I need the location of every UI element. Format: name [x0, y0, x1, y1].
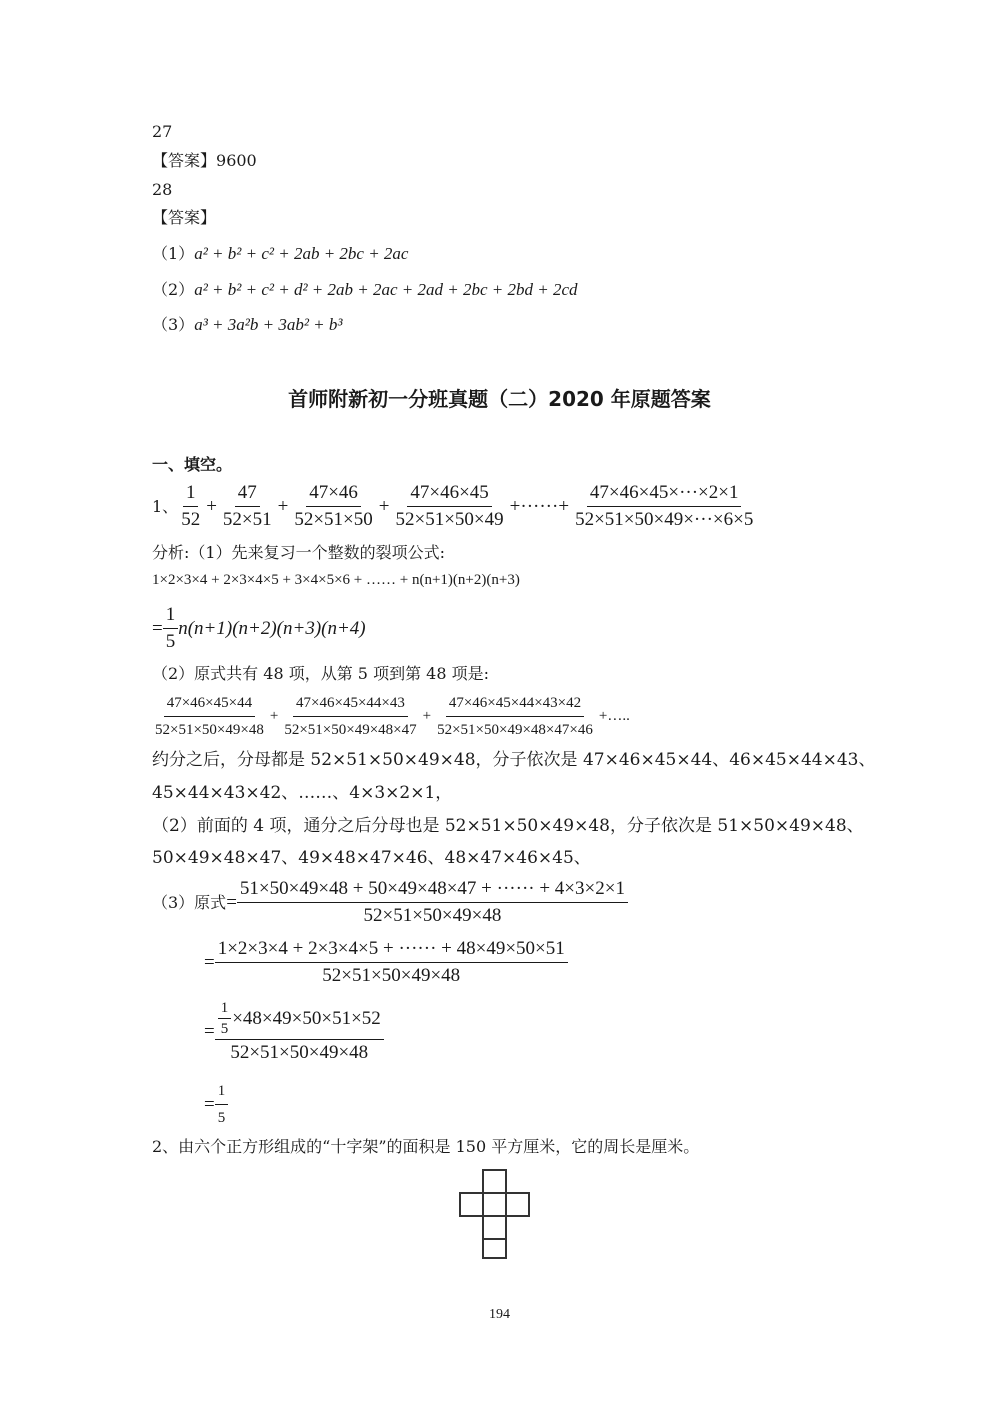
numerator: 47×46×45×44: [164, 692, 255, 717]
plus-sign: +: [277, 495, 289, 517]
ellipsis-sign: +······+: [509, 495, 570, 517]
step-3-fraction-a: [237, 878, 628, 927]
nested-one-fifth: [218, 1000, 232, 1037]
fraction-term-1: [178, 482, 203, 531]
numerator: 47×46×45×44×43: [293, 692, 408, 717]
numerator: 47×46×45: [407, 482, 491, 507]
cross-square-right: [506, 1193, 529, 1216]
cross-square-left: [460, 1193, 483, 1216]
numerator-product: ×48×49×50×51×52: [232, 1007, 381, 1029]
formula-rhs: n(n+1)(n+2)(n+3)(n+4): [178, 617, 366, 639]
denominator: 52×51: [222, 509, 272, 530]
denominator: 5: [220, 1021, 229, 1037]
q28-number: 28: [152, 180, 173, 199]
denominator: 52×51×50×49×48: [322, 965, 461, 986]
explanation-line-a: 约分之后，分母都是 52×51×50×49×48，分子依次是 47×46×45×44、46×45×44×43、: [152, 750, 876, 770]
numerator: 47×46: [306, 482, 361, 507]
numerator: 1: [218, 1000, 232, 1019]
denominator: 52×51×50×49: [395, 509, 504, 530]
equals-sign: =: [226, 891, 237, 913]
problem-2-text: 2、由六个正方形组成的“十字架”的面积是 150 平方厘米，它的周长是厘米。: [152, 1137, 700, 1156]
step-3-fraction-c: [215, 1000, 384, 1064]
cross-square-bottom: [483, 1239, 506, 1258]
cross-figure: [458, 1168, 534, 1260]
step-2-term-3: [434, 692, 596, 741]
telescoping-result: [152, 604, 366, 653]
problem-1-expression: [152, 482, 756, 531]
numerator: 47: [235, 482, 260, 507]
denominator: 52: [181, 509, 201, 530]
denominator: 52×51×50: [294, 509, 373, 530]
denominator: 5: [165, 631, 176, 652]
plus-sign: +: [269, 708, 279, 724]
cross-square-top: [483, 1170, 506, 1193]
denominator: 5: [217, 1110, 226, 1126]
item-expr: a³ + 3a²b + 3ab² + b³: [194, 315, 343, 334]
equals-sign: =: [204, 1021, 215, 1042]
step-3-line-1: [152, 878, 628, 927]
explanation-line-c: （2）前面的 4 项，通分之后分母也是 52×51×50×49×48，分子依次是 51×50×49×48、: [152, 816, 864, 836]
numerator: 47×46×45×44×43×42: [446, 692, 584, 717]
fraction-term-3: [291, 482, 375, 531]
step-3-line-4: [204, 1080, 228, 1129]
analysis-intro: 分析:（1）先来复习一个整数的裂项公式:: [152, 543, 445, 562]
q27-number: 27: [152, 122, 173, 141]
q28-answer-tag: 【答案】: [152, 208, 217, 227]
equals-sign: =: [204, 1093, 215, 1115]
numerator: [215, 1000, 384, 1040]
numerator: 1: [183, 482, 199, 507]
plus-sign: +: [378, 495, 390, 517]
explanation-line-d: 50×49×48×47、49×48×47×46、48×47×46×45、: [152, 848, 591, 868]
numerator: 47×46×45×···×2×1: [587, 482, 742, 507]
item-label: （2）: [152, 280, 195, 299]
q28-item-1: [152, 244, 408, 264]
step-3-line-3: [204, 1000, 384, 1064]
step-2-term-1: [152, 692, 267, 741]
cross-square-lower: [483, 1216, 506, 1239]
explanation-line-b: 45×44×43×42、……、4×3×2×1，: [152, 783, 453, 803]
numerator: 51×50×49×48 + 50×49×48×47 + ······ + 4×3×2×1: [237, 878, 628, 903]
fraction-term-5: [572, 482, 756, 531]
q27-answer: [152, 151, 257, 171]
item-expr: a² + b² + c² + d² + 2ab + 2ac + 2ad + 2bc + 2bd + 2cd: [194, 280, 578, 299]
cross-square-center: [483, 1193, 506, 1216]
denominator: 52×51×50×49×48×47×46: [437, 722, 593, 738]
numerator: 1×2×3×4 + 2×3×4×5 + ······ + 48×49×50×51: [215, 938, 568, 963]
page-title: 首师附新初一分班真题（二）2020 年原题答案: [288, 387, 711, 411]
problem-1-label: 1、: [152, 496, 179, 516]
numerator: 1: [163, 604, 179, 629]
numerator: 1: [215, 1080, 229, 1105]
step-3-line-2: [204, 938, 568, 987]
fraction-term-2: [220, 482, 275, 531]
telescoping-formula: 1×2×3×4 + 2×3×4×5 + 3×4×5×6 + …… + n(n+1)(n+2)(n+3): [152, 572, 520, 588]
q28-item-2: [152, 280, 578, 300]
fraction-term-4: [393, 482, 507, 531]
denominator: 52×51×50×49×···×6×5: [575, 509, 754, 530]
equals-sign: =: [204, 951, 215, 973]
ellipsis-sign: +…..: [598, 708, 630, 724]
step-2-intro: （2）原式共有 48 项，从第 5 项到第 48 项是:: [152, 664, 489, 683]
step-2-term-2: [281, 692, 419, 741]
item-label: （3）: [152, 315, 195, 334]
equals-sign: =: [152, 617, 163, 639]
one-fifth-fraction: [163, 604, 179, 653]
denominator: 52×51×50×49×48: [155, 722, 264, 738]
denominator: 52×51×50×49×48: [363, 905, 502, 926]
answer-tag: 【答案】: [152, 151, 217, 170]
step-3-fraction-b: [215, 938, 568, 987]
step-3-label: （3）原式: [152, 892, 227, 912]
item-label: （1）: [152, 244, 195, 263]
step-2-terms: [152, 692, 633, 741]
final-answer-fraction: [215, 1080, 229, 1129]
page-number: 194: [489, 1307, 510, 1322]
answer-value: 9600: [216, 151, 257, 170]
item-expr: a² + b² + c² + 2ab + 2bc + 2ac: [194, 244, 409, 263]
section-heading: 一、填空。: [152, 455, 233, 474]
plus-sign: +: [206, 495, 217, 517]
denominator: 52×51×50×49×48×47: [284, 722, 417, 738]
q28-item-3: [152, 315, 343, 335]
denominator: 52×51×50×49×48: [230, 1042, 369, 1063]
plus-sign: +: [422, 708, 432, 724]
